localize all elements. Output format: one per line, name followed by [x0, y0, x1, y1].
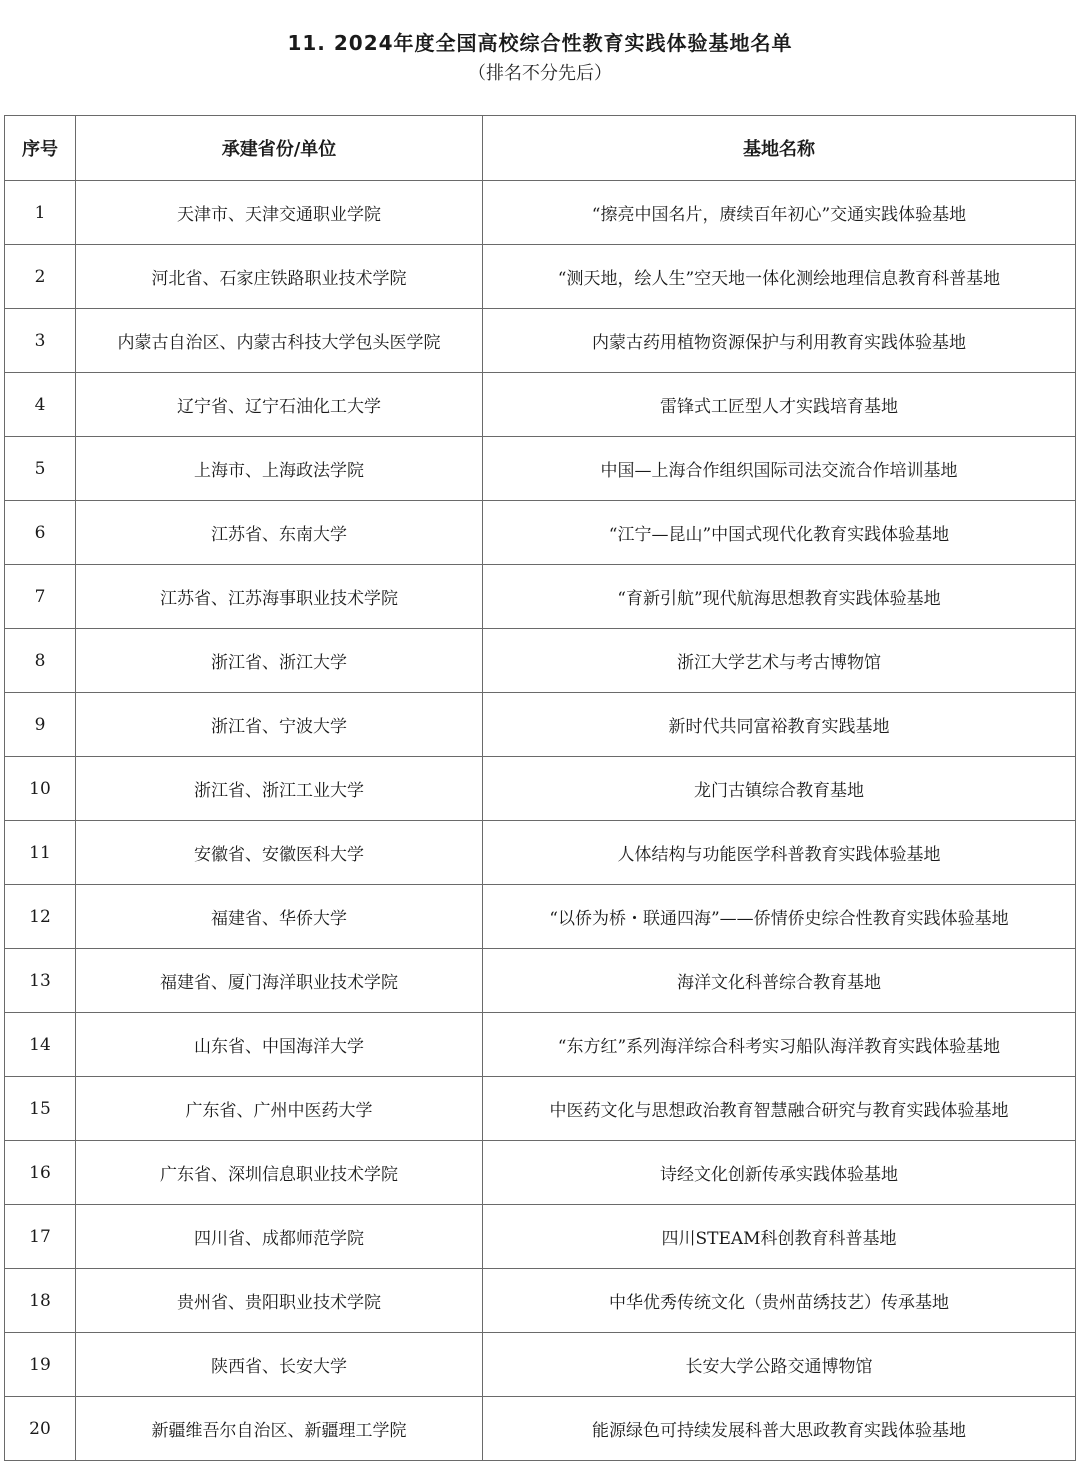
- cell-serial-number: 14: [5, 1013, 76, 1077]
- table-row: [5, 693, 1076, 757]
- table-row: [5, 1333, 1076, 1397]
- cell-serial-number: 2: [5, 245, 76, 309]
- cell-province-unit: 福建省、华侨大学: [76, 885, 483, 949]
- cell-base-name: “江宁—昆山”中国式现代化教育实践体验基地: [483, 501, 1076, 565]
- table-row: [5, 949, 1076, 1013]
- cell-serial-number: 12: [5, 885, 76, 949]
- cell-base-name: 长安大学公路交通博物馆: [483, 1333, 1076, 1397]
- cell-province-unit: 福建省、厦门海洋职业技术学院: [76, 949, 483, 1013]
- cell-base-name: 雷锋式工匠型人才实践培育基地: [483, 373, 1076, 437]
- cell-base-name: “擦亮中国名片，赓续百年初心”交通实践体验基地: [483, 181, 1076, 245]
- cell-serial-number: 8: [5, 629, 76, 693]
- cell-serial-number: 4: [5, 373, 76, 437]
- table-row: [5, 1141, 1076, 1205]
- cell-serial-number: 18: [5, 1269, 76, 1333]
- cell-province-unit: 江苏省、江苏海事职业技术学院: [76, 565, 483, 629]
- cell-serial-number: 10: [5, 757, 76, 821]
- cell-base-name: “测天地，绘人生”空天地一体化测绘地理信息教育科普基地: [483, 245, 1076, 309]
- cell-serial-number: 6: [5, 501, 76, 565]
- cell-province-unit: 安徽省、安徽医科大学: [76, 821, 483, 885]
- cell-province-unit: 上海市、上海政法学院: [76, 437, 483, 501]
- cell-province-unit: 辽宁省、辽宁石油化工大学: [76, 373, 483, 437]
- title-block: [0, 28, 1080, 88]
- table-row: [5, 373, 1076, 437]
- cell-base-name: 诗经文化创新传承实践体验基地: [483, 1141, 1076, 1205]
- cell-serial-number: 20: [5, 1397, 76, 1461]
- cell-province-unit: 天津市、天津交通职业学院: [76, 181, 483, 245]
- document-title: 11. 2024年度全国高校综合性教育实践体验基地名单: [287, 31, 793, 55]
- cell-base-name: “以侨为桥・联通四海”——侨情侨史综合性教育实践体验基地: [483, 885, 1076, 949]
- cell-province-unit: 广东省、广州中医药大学: [76, 1077, 483, 1141]
- table-row: [5, 1397, 1076, 1461]
- cell-serial-number: 19: [5, 1333, 76, 1397]
- cell-serial-number: 13: [5, 949, 76, 1013]
- table-row: [5, 757, 1076, 821]
- cell-serial-number: 15: [5, 1077, 76, 1141]
- table-row: [5, 885, 1076, 949]
- cell-serial-number: 9: [5, 693, 76, 757]
- header-province-unit: 承建省份/单位: [76, 116, 483, 181]
- table-row: [5, 1077, 1076, 1141]
- table-row: [5, 245, 1076, 309]
- cell-base-name: 四川STEAM科创教育科普基地: [483, 1205, 1076, 1269]
- cell-province-unit: 内蒙古自治区、内蒙古科技大学包头医学院: [76, 309, 483, 373]
- table-row: [5, 1269, 1076, 1333]
- cell-base-name: 内蒙古药用植物资源保护与利用教育实践体验基地: [483, 309, 1076, 373]
- table-row: [5, 565, 1076, 629]
- cell-base-name: 浙江大学艺术与考古博物馆: [483, 629, 1076, 693]
- cell-province-unit: 陕西省、长安大学: [76, 1333, 483, 1397]
- cell-province-unit: 广东省、深圳信息职业技术学院: [76, 1141, 483, 1205]
- base-list-table: [4, 115, 1076, 1461]
- table-row: [5, 1205, 1076, 1269]
- cell-base-name: 中国—上海合作组织国际司法交流合作培训基地: [483, 437, 1076, 501]
- cell-serial-number: 1: [5, 181, 76, 245]
- cell-base-name: “东方红”系列海洋综合科考实习船队海洋教育实践体验基地: [483, 1013, 1076, 1077]
- cell-serial-number: 17: [5, 1205, 76, 1269]
- cell-province-unit: 贵州省、贵阳职业技术学院: [76, 1269, 483, 1333]
- cell-province-unit: 浙江省、宁波大学: [76, 693, 483, 757]
- table-row: [5, 821, 1076, 885]
- table-row: [5, 309, 1076, 373]
- table-header-row: [5, 116, 1076, 181]
- cell-province-unit: 山东省、中国海洋大学: [76, 1013, 483, 1077]
- cell-province-unit: 江苏省、东南大学: [76, 501, 483, 565]
- table-row: [5, 181, 1076, 245]
- cell-base-name: 能源绿色可持续发展科普大思政教育实践体验基地: [483, 1397, 1076, 1461]
- header-base-name: 基地名称: [483, 116, 1076, 181]
- table-row: [5, 629, 1076, 693]
- table-row: [5, 437, 1076, 501]
- cell-serial-number: 3: [5, 309, 76, 373]
- cell-province-unit: 新疆维吾尔自治区、新疆理工学院: [76, 1397, 483, 1461]
- cell-province-unit: 浙江省、浙江工业大学: [76, 757, 483, 821]
- table-row: [5, 501, 1076, 565]
- cell-province-unit: 四川省、成都师范学院: [76, 1205, 483, 1269]
- cell-province-unit: 河北省、石家庄铁路职业技术学院: [76, 245, 483, 309]
- cell-base-name: “育新引航”现代航海思想教育实践体验基地: [483, 565, 1076, 629]
- cell-serial-number: 11: [5, 821, 76, 885]
- cell-base-name: 海洋文化科普综合教育基地: [483, 949, 1076, 1013]
- document-subtitle: （排名不分先后）: [468, 63, 612, 84]
- cell-base-name: 龙门古镇综合教育基地: [483, 757, 1076, 821]
- cell-base-name: 新时代共同富裕教育实践基地: [483, 693, 1076, 757]
- table-row: [5, 1013, 1076, 1077]
- cell-base-name: 中华优秀传统文化（贵州苗绣技艺）传承基地: [483, 1269, 1076, 1333]
- cell-province-unit: 浙江省、浙江大学: [76, 629, 483, 693]
- cell-base-name: 人体结构与功能医学科普教育实践体验基地: [483, 821, 1076, 885]
- header-serial-number: 序号: [5, 116, 76, 181]
- cell-serial-number: 7: [5, 565, 76, 629]
- cell-base-name: 中医药文化与思想政治教育智慧融合研究与教育实践体验基地: [483, 1077, 1076, 1141]
- cell-serial-number: 16: [5, 1141, 76, 1205]
- cell-serial-number: 5: [5, 437, 76, 501]
